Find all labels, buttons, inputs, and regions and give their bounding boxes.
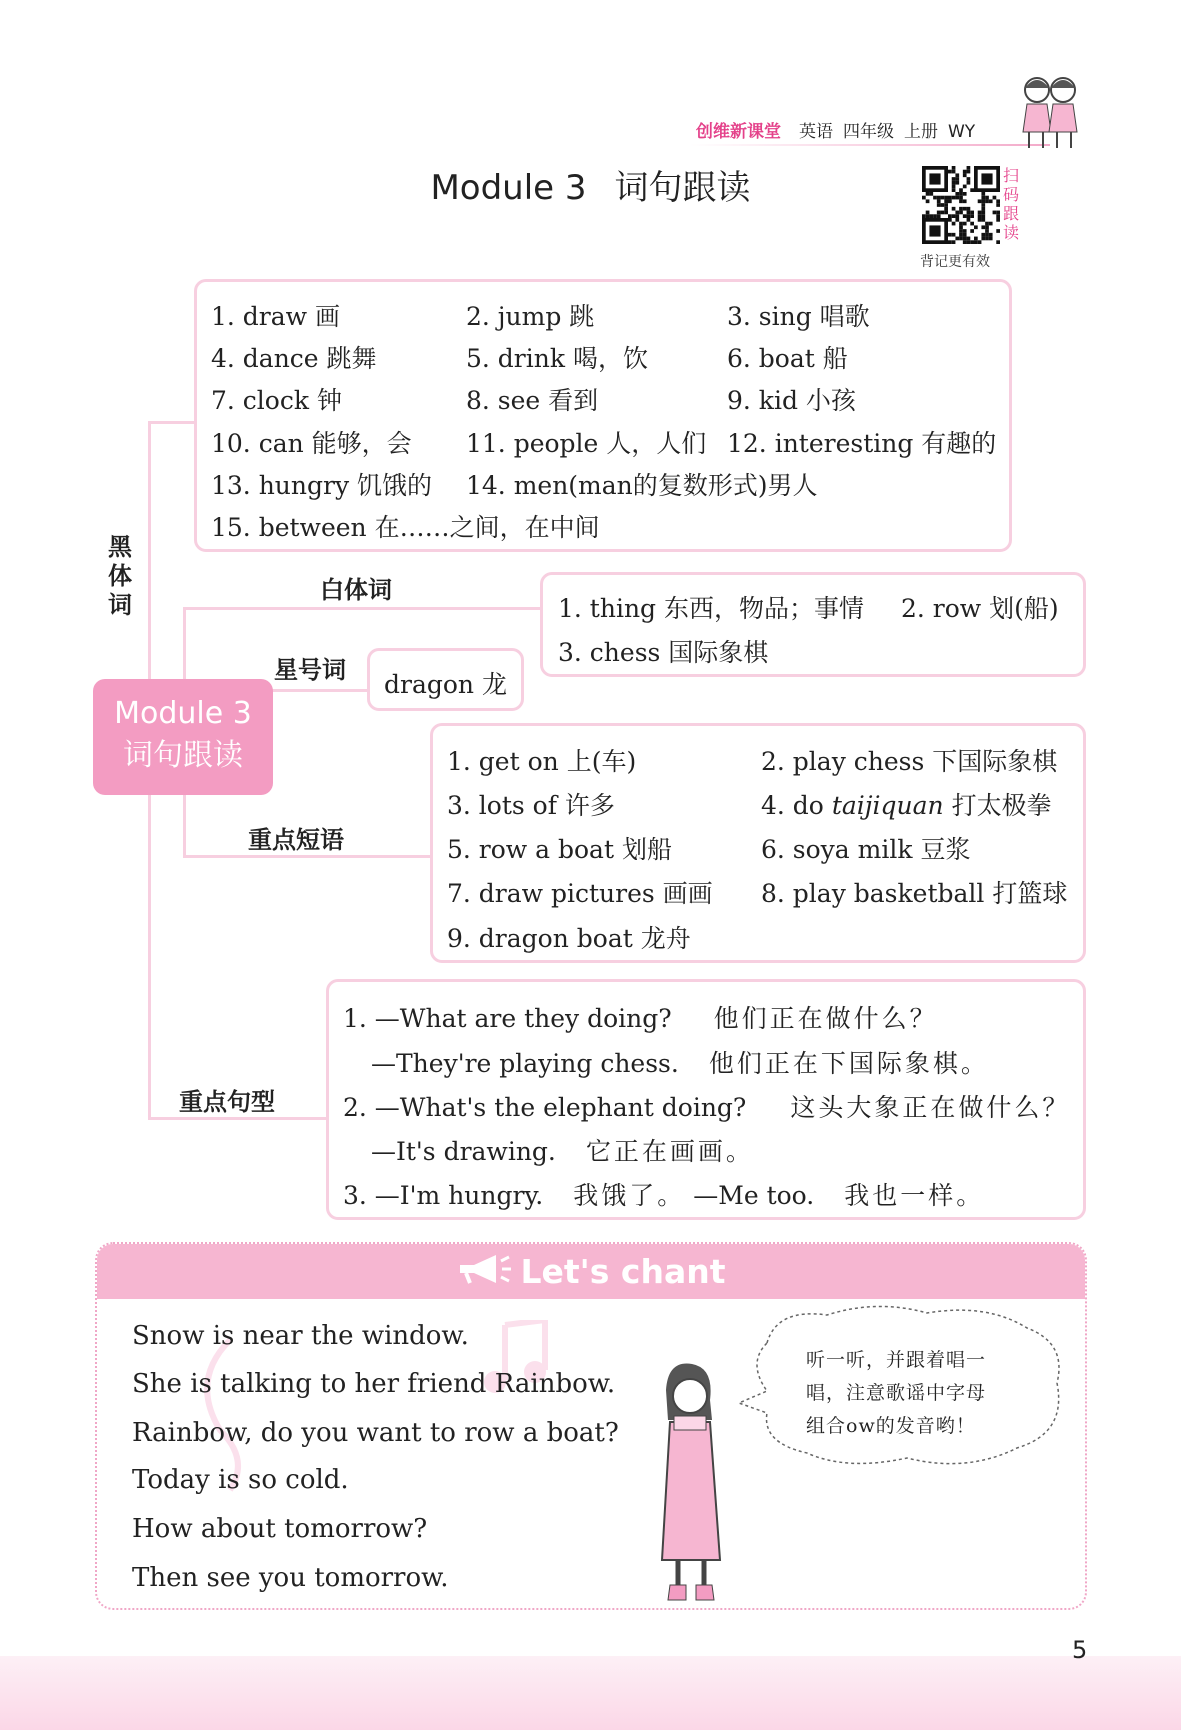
word-item: 14. men(man的复数形式)男人 [466,471,818,500]
sentence: 1. —What are they doing? 他们正在做什么？ [343,1004,938,1033]
badge-line: 词句跟读 [123,738,243,773]
chant-line: How about tomorrow? [132,1514,428,1544]
white-words-box [540,572,1086,677]
sentence: 3. —I'm hungry. 我饿了。 —Me too. 我也一样。 [343,1181,985,1210]
bubble-text: 唱，注意歌谣中字母 [806,1382,987,1404]
badge-line: Module 3 [114,696,252,731]
sentences-label: 重点句型 [179,1088,275,1116]
chant-line: Snow is near the window. [132,1321,469,1351]
phrase-item: 8. play basketball 打篮球 [761,879,1068,908]
phrase-item: 5. row a boat 划船 [447,835,672,864]
connector [183,855,432,858]
phrases-label: 重点短语 [248,826,344,854]
word-item: 12. interesting 有趣的 [727,429,997,458]
word-item: 3. sing 唱歌 [727,302,870,331]
star-words-box [367,648,524,711]
sentence: —They're playing chess. 他们正在下国际象棋。 [371,1049,989,1078]
volume: 上册 [904,122,938,142]
subject: 英语 [799,122,833,142]
phrase-item: 2. play chess 下国际象棋 [761,747,1058,776]
qr-sub: 背记更有效 [920,254,990,270]
bubble-text: 组合ow的发音哟！ [806,1415,976,1437]
bubble-text: 听一听，并跟着唱一 [806,1349,987,1371]
running-header [696,117,985,142]
word-item: 8. see 看到 [466,386,599,415]
brand: 创维新课堂 [696,122,781,142]
phrases-box [430,723,1086,963]
word-item: 6. boat 船 [727,344,848,373]
connector [148,421,196,424]
connector [148,1117,328,1120]
sentence: 2. —What's the elephant doing? 这头大象正在做什么？ [343,1093,1071,1122]
girl-illustration-icon [648,1360,733,1605]
chant-line: She is talking to her friend Rainbow. [132,1369,616,1399]
grade: 四年级 [843,122,894,142]
phrase-item: 9. dragon boat 龙舟 [447,924,691,953]
chant-line: Today is so cold. [132,1465,349,1495]
white-words-label: 白体词 [320,576,392,604]
word-item: 9. kid 小孩 [727,386,856,415]
edition: WY [948,122,976,142]
word-item: 2. jump 跳 [466,302,595,331]
kids-illustration-icon [1015,70,1085,152]
qr-label: 扫码跟读 [1003,166,1020,242]
phrase-item: 4. do taijiquan 打太极拳 [761,791,1052,820]
word-item: 11. people 人，人们 [466,429,707,458]
word-item: 5. drink 喝，饮 [466,344,648,373]
chant-title: Let's chant [520,1252,726,1291]
bold-words-box [194,279,1012,552]
chant-header [97,1244,1085,1299]
phrase-item: 1. get on 上(车) [447,747,637,776]
word-item: 2. row 划(船) [901,594,1059,623]
sentences-box [326,979,1086,1220]
word-item: 13. hungry 饥饿的 [211,471,433,500]
star-words-label: 星号词 [274,656,346,684]
page-number: 5 [1072,1636,1088,1664]
word-item: 1. draw 画 [211,302,341,331]
chant-line: Then see you tomorrow. [132,1563,449,1593]
module-badge [93,679,273,795]
chant-line: Rainbow, do you want to row a boat? [132,1418,619,1448]
footer-band [0,1656,1181,1730]
qr-code-icon[interactable] [922,166,1000,244]
word-item: 10. can 能够，会 [211,429,412,458]
word-item: 7. clock 钟 [211,386,342,415]
megaphone-icon [456,1251,512,1287]
phrase-item: 7. draw pictures 画画 [447,879,713,908]
bold-words-label: 黑体词 [108,533,132,619]
title-module: Module 3 [430,168,587,208]
word-item: 4. dance 跳舞 [211,344,377,373]
phrase-item: 3. lots of 许多 [447,791,615,820]
title-topic: 词句跟读 [614,168,751,208]
phrase-item: 6. soya milk 豆浆 [761,835,971,864]
word-item: dragon 龙 [384,670,507,699]
sentence: —It's drawing. 它正在画画。 [371,1137,754,1166]
word-item: 1. thing 东西，物品；事情 [558,594,864,623]
header-rule [690,144,1050,146]
connector [183,607,541,610]
word-item: 15. between 在……之间，在中间 [211,513,600,542]
word-item: 3. chess 国际象棋 [558,638,769,667]
